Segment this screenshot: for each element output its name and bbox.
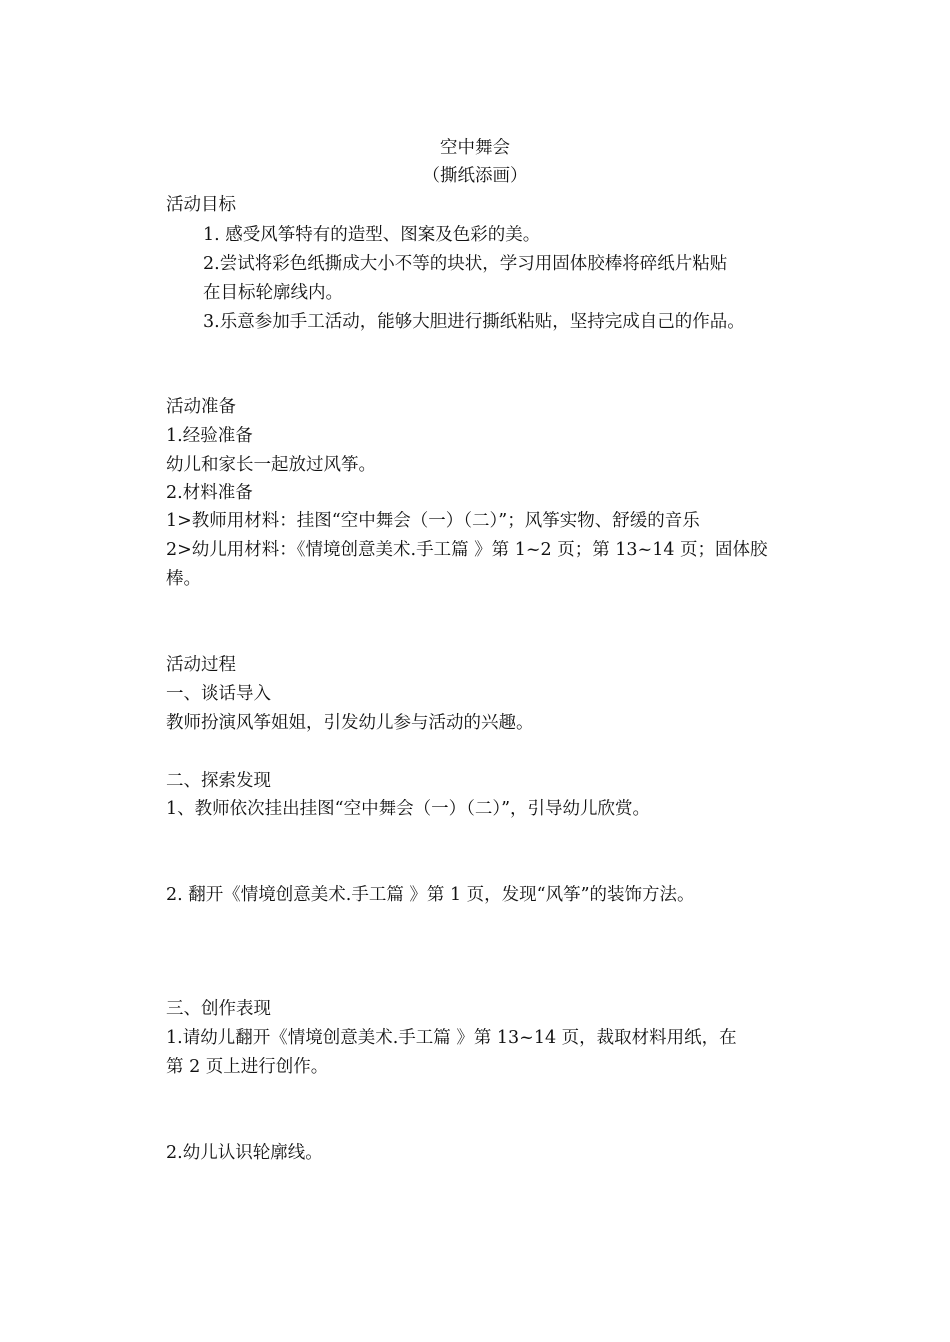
goal-item-2-continued: 在目标轮廓线内。 xyxy=(203,283,343,303)
part3-heading: 三、创作表现 xyxy=(166,999,271,1019)
preparation-heading: 活动准备 xyxy=(166,397,236,417)
part2-heading: 二、探索发现 xyxy=(166,771,271,791)
process-heading: 活动过程 xyxy=(166,655,236,675)
part2-item-1: 1、教师依次挂出挂图“空中舞会（一）（二）”，引导幼儿欣赏。 xyxy=(166,799,651,819)
child-materials-continued: 棒。 xyxy=(166,569,201,589)
part2-item-2: 2. 翻开《情境创意美术.手工篇 》第 1 页，发现“风筝”的装饰方法。 xyxy=(166,885,695,905)
part3-item-1-continued: 第 2 页上进行创作。 xyxy=(166,1057,329,1077)
goal-item-3: 3.乐意参加手工活动，能够大胆进行撕纸粘贴，坚持完成自己的作品。 xyxy=(203,312,745,332)
teacher-materials: 1>教师用材料：挂图“空中舞会（一）（二）”；风筝实物、舒缓的音乐 xyxy=(166,511,700,531)
child-materials: 2>幼儿用材料：《情境创意美术.手工篇 》第 1~2 页；第 13~14 页；固体胶 xyxy=(166,540,768,560)
part3-item-1: 1.请幼儿翻开《情境创意美术.手工篇 》第 13~14 页，裁取材料用纸，在 xyxy=(166,1028,737,1048)
goal-item-1: 1. 感受风筝特有的造型、图案及色彩的美。 xyxy=(203,225,541,245)
goal-item-2: 2.尝试将彩色纸撕成大小不等的块状，学习用固体胶棒将碎纸片粘贴 xyxy=(203,254,728,274)
part1-heading: 一、谈话导入 xyxy=(166,684,271,704)
part3-item-2: 2.幼儿认识轮廓线。 xyxy=(166,1143,323,1163)
document-subtitle: （撕纸添画） xyxy=(422,166,528,186)
goals-heading: 活动目标 xyxy=(166,195,236,215)
experience-text: 幼儿和家长一起放过风筝。 xyxy=(166,455,376,475)
materials-heading: 2.材料准备 xyxy=(166,483,253,503)
document-title: 空中舞会 xyxy=(440,138,510,158)
experience-heading: 1.经验准备 xyxy=(166,426,253,446)
part1-text: 教师扮演风筝姐姐，引发幼儿参与活动的兴趣。 xyxy=(166,713,534,733)
